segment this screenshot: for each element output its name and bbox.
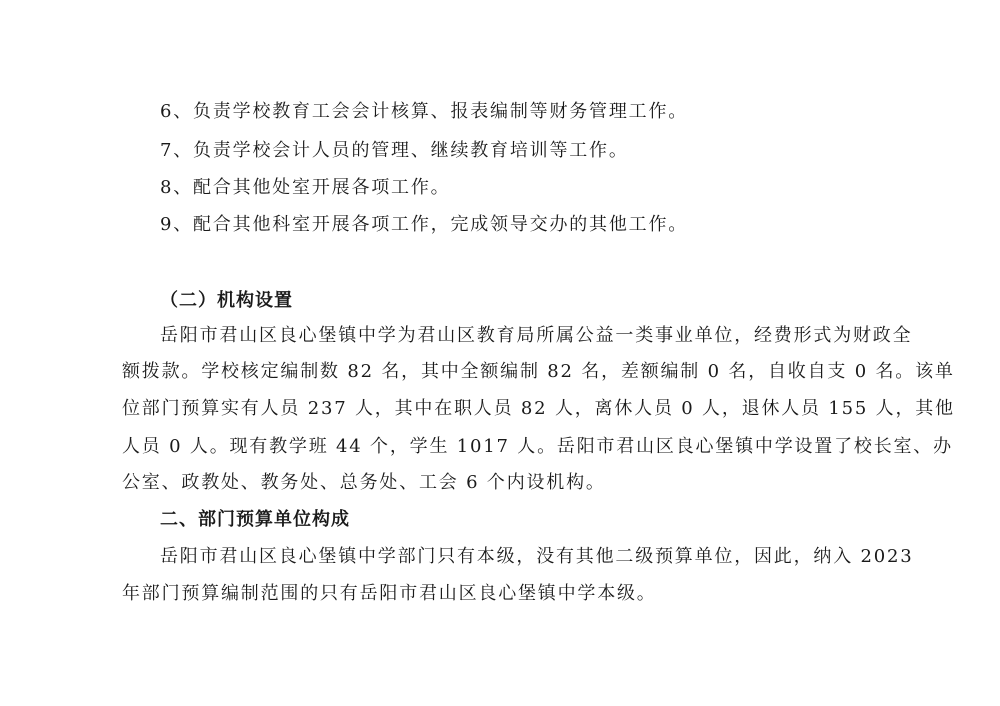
list-item-6: 6、负责学校教育工会会计核算、报表编制等财务管理工作。 (160, 101, 689, 122)
list-item-8: 8、配合其他处室开展各项工作。 (160, 177, 451, 198)
paragraph-org-line-4: 人员 0 人。现有教学班 44 个，学生 1017 人。岳阳市君山区良心堡镇中学设置了校长室、办 (122, 436, 953, 457)
paragraph-org-line-2: 额拨款。学校核定编制数 82 名，其中全额编制 82 名，差额编制 0 名，自收自支 0 名。该单 (122, 361, 955, 382)
section-heading-org: （二）机构设置 (160, 290, 293, 311)
paragraph-org-line-1: 岳阳市君山区良心堡镇中学为君山区教育局所属公益一类事业单位，经费形式为财政全 (160, 325, 913, 346)
paragraph-units-line-2: 年部门预算编制范围的只有岳阳市君山区良心堡镇中学本级。 (122, 583, 657, 604)
paragraph-org-line-5: 公室、政教处、教务处、总务处、工会 6 个内设机构。 (122, 472, 606, 493)
paragraph-units-line-1: 岳阳市君山区良心堡镇中学部门只有本级，没有其他二级预算单位，因此，纳入 2023 (160, 546, 914, 567)
list-item-9: 9、配合其他科室开展各项工作，完成领导交办的其他工作。 (160, 214, 689, 235)
section-heading-units: 二、部门预算单位构成 (160, 509, 350, 530)
list-item-7: 7、负责学校会计人员的管理、继续教育培训等工作。 (160, 140, 629, 161)
paragraph-org-line-3: 位部门预算实有人员 237 人，其中在职人员 82 人，离休人员 0 人，退休人员 155 人，其他 (122, 398, 955, 419)
